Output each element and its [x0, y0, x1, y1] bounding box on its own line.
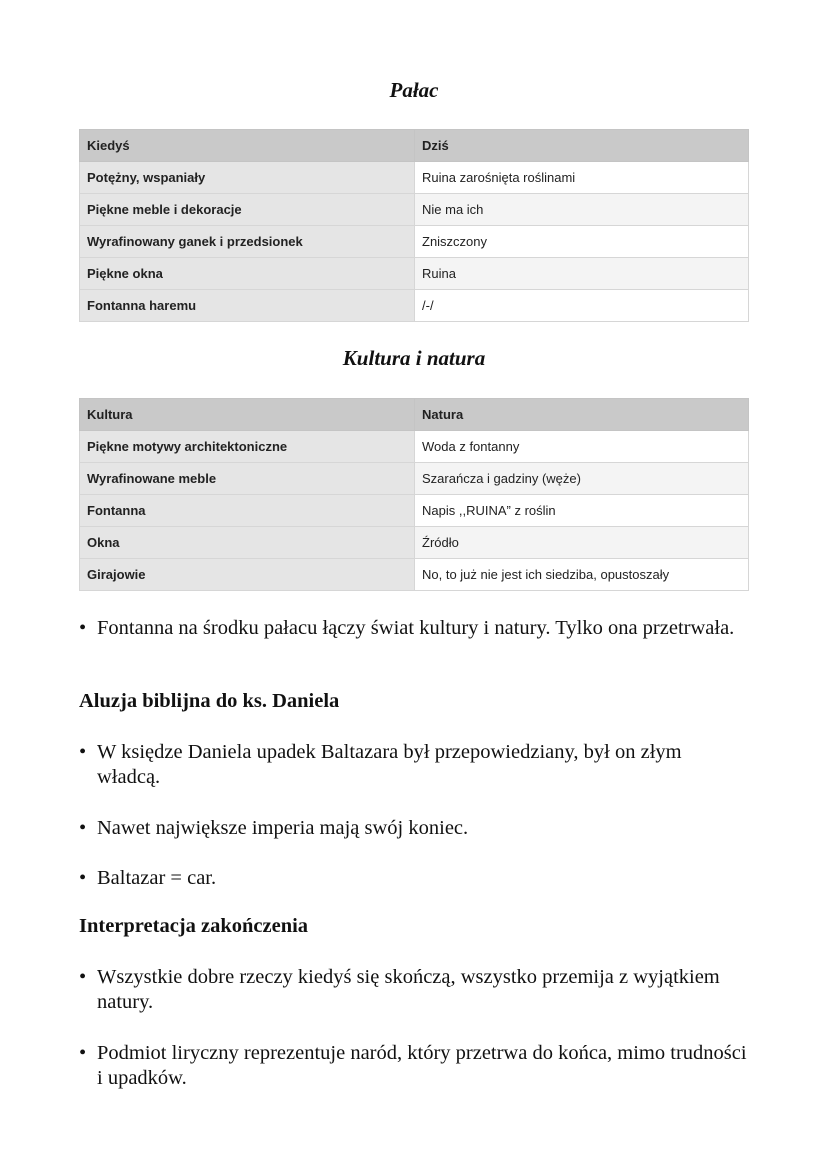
table-cell: Szarańcza i gadziny (węże)	[415, 463, 749, 495]
bullet-marker: •	[79, 966, 87, 988]
table-row	[80, 226, 749, 258]
table-cell: Napis ,,RUINA” z roślin	[415, 495, 749, 527]
bullet-marker: •	[79, 867, 87, 889]
bullet-text: Baltazar = car.	[97, 867, 217, 889]
table-cell: No, to już nie jest ich siedziba, opustoszały	[415, 559, 749, 591]
table-cell: Okna	[80, 527, 415, 559]
table-cell: Woda z fontanny	[415, 431, 749, 463]
bullet-text: Podmiot liryczny reprezentuje naród, który przetrwa do końca, mimo trudności i upadków.	[97, 1042, 747, 1089]
table-row	[80, 559, 749, 591]
table-cell: Wyrafinowane meble	[80, 463, 415, 495]
bullet-item	[79, 616, 749, 641]
bullet-text: Wszystkie dobre rzeczy kiedyś się skończą, wszystko przemija z wyjątkiem natury.	[97, 966, 720, 1013]
table-row	[80, 194, 749, 226]
table-cell: Ruina zarośnięta roślinami	[415, 162, 749, 194]
bullet-item	[79, 965, 749, 1015]
section-heading-allusion: Aluzja biblijna do ks. Daniela	[79, 690, 340, 712]
bullet-item	[79, 740, 749, 790]
bullet-marker: •	[79, 817, 87, 839]
table-cell: Źródło	[415, 527, 749, 559]
culture-table	[79, 398, 749, 591]
table-cell: Piękne meble i dekoracje	[80, 194, 415, 226]
section-heading-interpretation: Interpretacja zakończenia	[79, 915, 309, 937]
table-cell: Nie ma ich	[415, 194, 749, 226]
bullet-text: W księdze Daniela upadek Baltazara był przepowiedziany, był on złym władcą.	[97, 741, 682, 788]
table-cell: Piękne okna	[80, 258, 415, 290]
bullet-marker: •	[79, 617, 87, 639]
table-row	[80, 290, 749, 322]
table-cell: Fontanna haremu	[80, 290, 415, 322]
table-cell: /-/	[415, 290, 749, 322]
header-cell-now: Dziś	[415, 130, 749, 162]
table-cell: Ruina	[415, 258, 749, 290]
table-cell: Girajowie	[80, 559, 415, 591]
table-cell: Wyrafinowany ganek i przedsionek	[80, 226, 415, 258]
bullet-item	[79, 866, 749, 891]
table-row	[80, 162, 749, 194]
table-row	[80, 463, 749, 495]
bullet-text: Fontanna na środku pałacu łączy świat kultury i natury. Tylko ona przetrwała.	[97, 617, 735, 639]
bullet-marker: •	[79, 1042, 87, 1064]
palace-table	[79, 129, 749, 322]
bullet-text: Nawet największe imperia mają swój koniec.	[97, 817, 469, 839]
table-header-row	[80, 130, 749, 162]
table-cell: Potężny, wspaniały	[80, 162, 415, 194]
table-cell: Zniszczony	[415, 226, 749, 258]
table-cell: Piękne motywy architektoniczne	[80, 431, 415, 463]
culture-heading: Kultura i natura	[342, 346, 486, 370]
table-row	[80, 431, 749, 463]
table-row	[80, 258, 749, 290]
bullet-marker: •	[79, 741, 87, 763]
table-row	[80, 495, 749, 527]
palace-heading: Pałac	[389, 78, 439, 102]
header-cell-culture: Kultura	[80, 399, 415, 431]
table-row	[80, 527, 749, 559]
table-header-row	[80, 399, 749, 431]
header-cell-then: Kiedyś	[80, 130, 415, 162]
bullet-item	[79, 816, 749, 841]
bullet-item	[79, 1041, 749, 1091]
header-cell-nature: Natura	[415, 399, 749, 431]
table-cell: Fontanna	[80, 495, 415, 527]
